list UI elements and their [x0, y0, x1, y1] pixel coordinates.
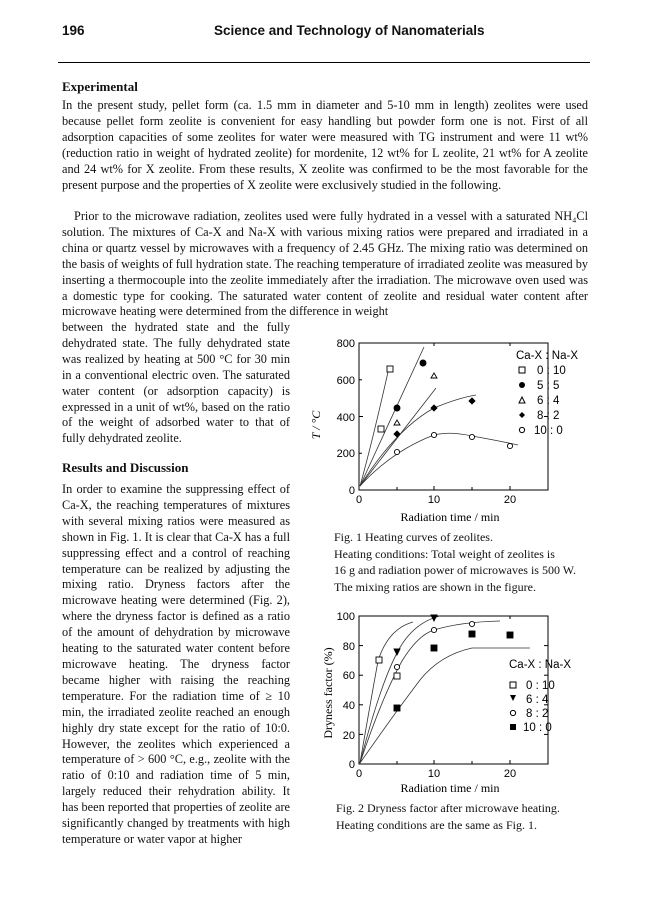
- caption-line: Fig. 2 Dryness factor after microwave heating.: [336, 801, 560, 815]
- experimental-paragraph-2-continued: between the hydrated state and the fully dehydrated state. The fully dehydrated state was realized by heating at 500 °C for 30 min in a conventional electric oven. The saturated water content (or adsorption capacity) is expressed in a unit of wt%, based on the ratio of the weight of adsorbed water to that of fully dehydrated zeolite.: [62, 320, 290, 446]
- section-heading-experimental: Experimental: [62, 79, 138, 94]
- figure-2-caption: [336, 800, 560, 833]
- header-rule: [58, 62, 590, 63]
- svg-text:0 : 10: 0 : 10: [537, 365, 566, 377]
- svg-text:600: 600: [336, 375, 355, 387]
- journal-title: Science and Technology of Nanomaterials: [214, 23, 485, 38]
- results-paragraph-1: In order to examine the suppressing effect of Ca-X, the reaching temperatures of mixtures with several mixing ratios were measured as shown in Fig. 1. It is clear that Ca-X has a full suppressing effect and a control of reaching temperature can be realized by adjusting the mixing ratio. Dryness factors after the microwave heating were determined (Fig. 2), where the dryness factor is defined as a ratio of the amount of dehydration by microwave heating to the saturated water content before microwave heating. The dryness factor became higher with raising the reaching temperature. For the radiation time of ≥ 10 min, the irradiated zeolite reached an enough highly dry state except for the ratio of 10:0. However, the zeolites which experienced a temperature of > 600 °C, e.g., zeolite with the ratio of 0:10 and radiation time of 5 min, largely reduced their rehydration ability. It has been reported that properties of zeolite are significantly changed by treatments with high temperature or water vapor at higher: [62, 482, 290, 846]
- svg-text:200: 200: [336, 448, 355, 460]
- svg-text:800: 800: [336, 338, 355, 350]
- svg-text:20: 20: [503, 768, 517, 780]
- experimental-paragraph-2: Prior to the microwave radiation, zeolites used were fully hydrated in a vessel with a saturated NH₄Cl solution. The mixtures of Ca-X and Na-X with various mixing ratios were prepared and irradiated in a china or quartz vessel by microwaves with a frequency of 2.45 GHz. The mixing ratio was determined on the basis of weights of full hydration state. The reaching temperature of irradiated zeolite was measured by inserting a thermocouple into the zeolite immediately after the irradiation. The microwave oven used was a domestic type for cooking. The saturated water content of zeolite and residual water content after microwave heating were determined from the difference in weight: [62, 209, 588, 319]
- svg-text:40: 40: [342, 700, 355, 712]
- y-axis-label: Dryness factor (%): [321, 647, 335, 739]
- svg-text:0: 0: [355, 768, 363, 780]
- page-number: 196: [62, 23, 85, 38]
- svg-text:60: 60: [342, 670, 355, 682]
- caption-line: 16 g and radiation power of microwaves is 500 W.: [334, 563, 576, 577]
- caption-line: Heating conditions are the same as Fig. 1.: [336, 817, 537, 832]
- x-axis-label: Radiation time / min: [400, 781, 500, 795]
- svg-text:Ca-X : Na-X: Ca-X : Na-X: [509, 659, 571, 671]
- caption-line: Heating conditions: Total weight of zeolites is: [334, 546, 555, 561]
- svg-text:20: 20: [503, 494, 517, 506]
- svg-text:0: 0: [348, 485, 355, 497]
- svg-text:10: 10: [427, 494, 441, 506]
- x-axis-label: Radiation time / min: [400, 510, 500, 524]
- svg-text:8 : 2: 8 : 2: [537, 410, 560, 422]
- caption-line: Fig. 1 Heating curves of zeolites.: [334, 530, 493, 544]
- svg-text:0 : 10: 0 : 10: [526, 680, 555, 692]
- figure-2-dryness-factor-chart: [300, 605, 600, 800]
- svg-text:10: 10: [427, 768, 441, 780]
- svg-text:Ca-X : Na-X: Ca-X : Na-X: [516, 350, 578, 362]
- svg-text:6 : 4: 6 : 4: [537, 395, 560, 407]
- figure-1-legend: [516, 350, 578, 437]
- svg-text:400: 400: [336, 412, 355, 424]
- svg-text:100: 100: [336, 611, 355, 623]
- svg-text:8 : 2: 8 : 2: [526, 708, 549, 720]
- y-axis-label: T / °C: [309, 410, 323, 440]
- svg-text:10 : 0: 10 : 0: [523, 722, 552, 734]
- section-heading-results: Results and Discussion: [62, 460, 189, 475]
- svg-text:80: 80: [342, 641, 355, 653]
- svg-text:6 : 4: 6 : 4: [526, 694, 549, 706]
- caption-line: The mixing ratios are shown in the figure.: [334, 579, 536, 594]
- figure-2-legend: [509, 659, 571, 734]
- figure-1-caption: [334, 529, 576, 595]
- svg-text:20: 20: [342, 730, 355, 742]
- svg-text:0: 0: [348, 759, 355, 771]
- running-header: [62, 23, 590, 43]
- figure-1-heating-curves-chart: [300, 335, 600, 530]
- svg-text:10 : 0: 10 : 0: [534, 425, 563, 437]
- svg-text:5 : 5: 5 : 5: [537, 380, 560, 392]
- svg-text:0: 0: [355, 494, 363, 506]
- experimental-paragraph-1: In the present study, pellet form (ca. 1.5 mm in diameter and 5-10 mm in length) zeolites were used because pellet form zeolite is convenient for easy handling but powder form one is not. First of all adsorption capacities of some zeolites for water were measured with TG instrument and were 11 wt% (reduction ratio in weight of hydrated zeolite) for mordenite, 12 wt% for L zeolite, 21 wt% for A zeolite and 24 wt% for X zeolite. From these results, X zeolite was confirmed to be the most favorable for the present purpose and the properties of X zeolite were exclusively studied in the following.: [62, 98, 588, 192]
